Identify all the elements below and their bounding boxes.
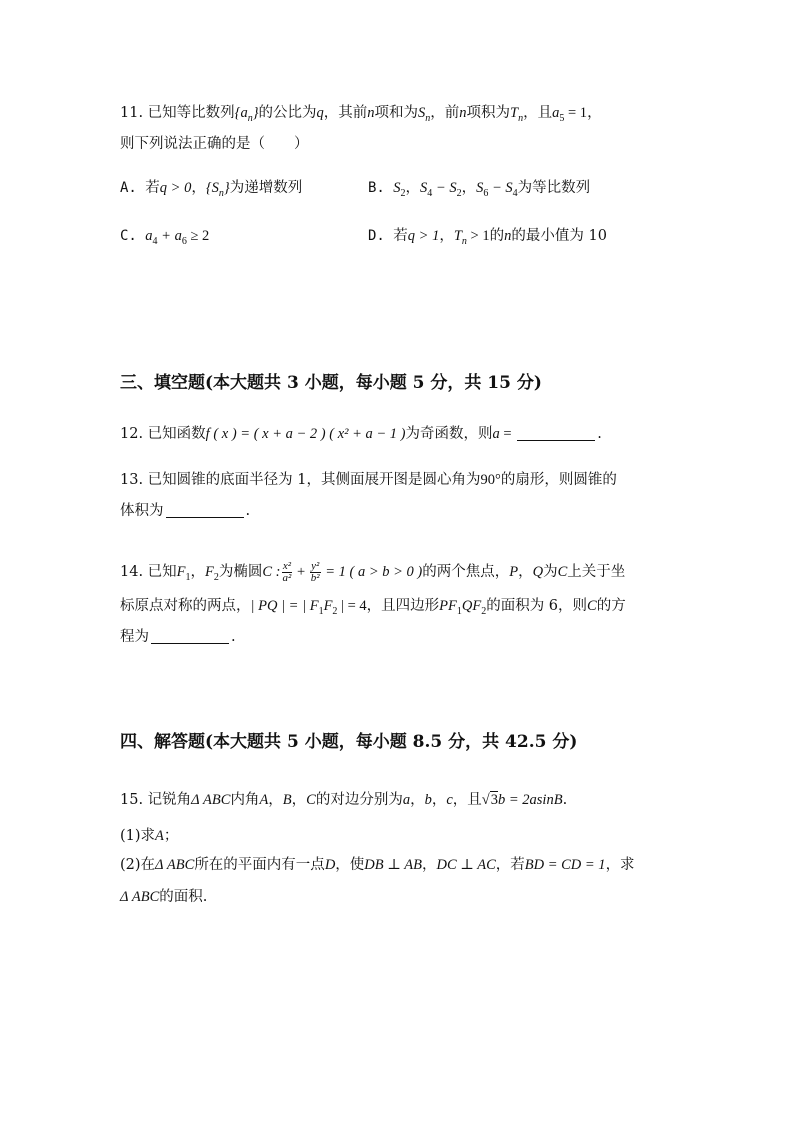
q13-stem: 13. 已知圆锥的底面半径为 1，其侧面展开图是圆心角为90°的扇形，则圆锥的: [120, 472, 617, 488]
q12-stem: 12. 已知函数f ( x ) = ( x + a − 2 ) ( x² + a − 1 )为奇函数，则a = .: [120, 426, 602, 442]
q14-stem-line3: 程为 .: [120, 629, 236, 645]
q11-option-c: C. $a_4 + a_6 \ge 2$: [120, 228, 210, 247]
q11-option-b: B. $S_2$，$S_4 - S_2$，$S_6 - S_4$为等比数列: [368, 180, 591, 199]
q13-number: 13.: [120, 472, 144, 488]
q11-option-d: D. 若q > 1，$T_n > 1$的n的最小值为 10: [368, 228, 607, 247]
q14-stem-line2: 标原点对称的两点，| PQ | = | $F_1F_2$ | = 4，且四边形$PF_1QF_2$的面积为 6，则C的方: [120, 598, 626, 617]
q11-number: 11.: [120, 105, 144, 121]
q11-stem: 11. 已知等比数列$\{a_n\}$的公比为q，其前n项和为$S_n$，前n项积为$T_n$，且$a_5 = 1$，: [120, 105, 602, 124]
q15-part-2-line2: Δ ABC的面积.: [120, 889, 208, 905]
section-3-heading: 三、填空题(本大题共 3 小题，每小题 5 分，共 15 分): [120, 373, 542, 393]
q15-part-2: (2)在Δ ABC所在的平面内有一点D，使DB ⊥ AB，DC ⊥ AC，若BD = CD = 1，求: [120, 857, 635, 873]
q11-stem-line2: 则下列说法正确的是（ ）: [120, 136, 309, 152]
q13-stem-line2: 体积为 .: [120, 503, 251, 519]
fraction-x2-a2: $\frac{\text{x²}}{\text{a²}}$: [282, 559, 292, 584]
sqrt-symbol: √: [481, 792, 490, 808]
q12-number: 12.: [120, 426, 144, 442]
fraction-y2-b2: $\frac{\text{y²}}{\text{b²}}$: [310, 559, 320, 584]
answer-blank[interactable]: [517, 440, 595, 441]
q11-option-a: A. 若q > 0，$\{S_n\}$为递增数列: [120, 180, 303, 199]
q14-number: 14.: [120, 564, 144, 580]
answer-blank[interactable]: [151, 643, 229, 644]
q15-number: 15.: [120, 792, 144, 808]
q15-stem: 15. 记锐角Δ ABC内角A，B，C的对边分别为a，b，c，且√3b = 2asinB.: [120, 792, 568, 808]
q15-part-1: (1)求A；: [120, 828, 179, 844]
answer-blank[interactable]: [166, 517, 244, 518]
q14-stem: 14. 已知$F_1$，$F_2$为椭圆C : $\frac{\text{x²}}{\text{a²}}$ + $\frac{\text{y²}}{\text{b²}}$ = 1 ( a > b > 0 )的两个焦点，P，Q为C上关于坐: [120, 559, 626, 584]
section-4-heading: 四、解答题(本大题共 5 小题，每小题 8.5 分，共 42.5 分): [120, 732, 578, 752]
